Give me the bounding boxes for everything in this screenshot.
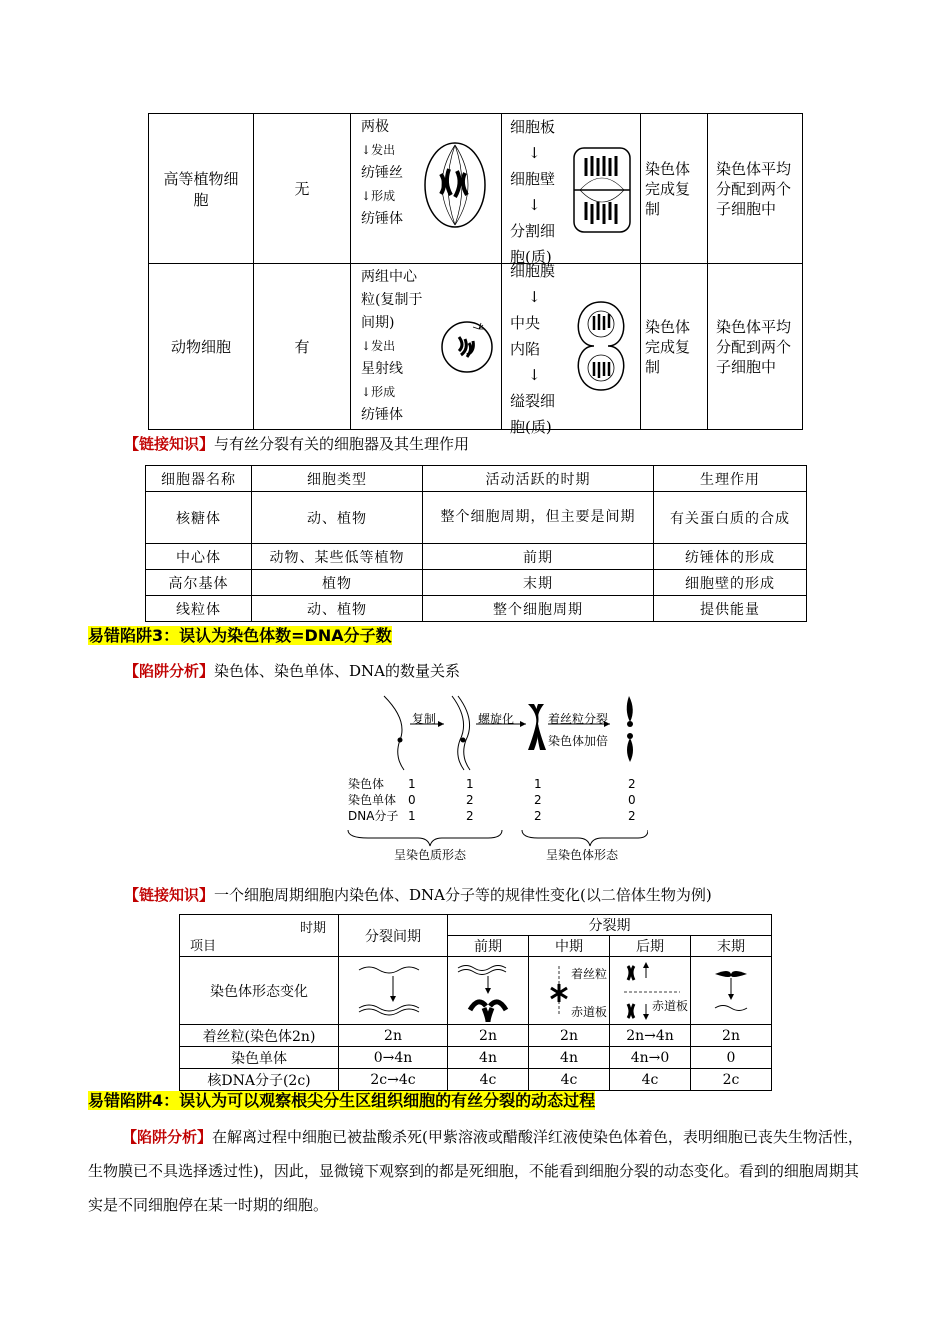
col-header: 生理作用 bbox=[654, 466, 807, 492]
table-row: 中心体 动物、某些低等植物 前期 纺锤体的形成 bbox=[146, 544, 807, 570]
link-knowledge-2: 【链接知识】一个细胞周期细胞内染色体、DNA分子等的规律性变化(以二倍体生物为例) bbox=[124, 886, 712, 904]
spindle-step: 两极 bbox=[361, 119, 389, 135]
animal-spindle-figure bbox=[439, 319, 495, 375]
col-header: 细胞类型 bbox=[252, 466, 423, 492]
phase-header: 末期 bbox=[691, 936, 772, 957]
trap3-analysis: 【陷阱分析】染色体、染色单体、DNA的数量关系 bbox=[124, 662, 461, 680]
spindle-formation-plant: 两极 ↓发出 纺锤丝 ↓形成 纺锤体 bbox=[351, 114, 502, 264]
table-row: 着丝粒(染色体2n) 2n 2n 2n 2n→4n 2n bbox=[180, 1025, 772, 1047]
interphase-header: 分裂间期 bbox=[339, 915, 448, 957]
col-header: 活动活跃的时期 bbox=[423, 466, 654, 492]
trap4-analysis: 【陷阱分析】在解离过程中细胞已被盐酸杀死(甲紫溶液或醋酸洋红液使染色体着色，表明细胞已丧失生物活性，生物膜已不具选择透过性)，因此，显微镜下观察到的都是死细胞，不能看到细胞分裂的动态变化。看到的细胞周期其实是不同细胞停在某一时期的细胞。 bbox=[88, 1128, 863, 1214]
cell-type-animal: 动物细胞 bbox=[149, 264, 254, 430]
chrom-dist-animal: 染色体平均分配到两个子细胞中 bbox=[708, 264, 803, 430]
table-row: 染色单体 0→4n 4n 4n 4n→0 0 bbox=[180, 1047, 772, 1069]
spindle-step: 两组中心粒(复制于间期) bbox=[361, 269, 423, 331]
figure-row-labels: 染色体 染色单体 DNA分子 bbox=[348, 777, 399, 823]
figure-col: 1 2 2 bbox=[534, 777, 542, 823]
chrom-dup-animal: 染色体完成复制 bbox=[641, 264, 708, 430]
phase-header: 后期 bbox=[610, 936, 691, 957]
corner-cell: 时期 项目 bbox=[180, 915, 339, 957]
cytokinesis-plant: 细胞板 ↓ 细胞壁 ↓ 分割细胞(质) bbox=[502, 114, 641, 264]
animal-telophase-figure bbox=[572, 300, 630, 392]
chromosome-dna-figure bbox=[338, 690, 648, 866]
table-row: 线粒体 动、植物 整个细胞周期 提供能量 bbox=[146, 596, 807, 622]
plant-spindle-figure bbox=[421, 139, 489, 231]
spindle-step: 星射线 bbox=[361, 361, 403, 377]
chrom-dist-plant: 染色体平均分配到两个子细胞中 bbox=[708, 114, 803, 264]
trap4-heading: 易错陷阱4：误认为可以观察根尖分生区组织细胞的有丝分裂的动态过程 bbox=[88, 1091, 596, 1110]
centriole-plant: 无 bbox=[254, 114, 351, 264]
cell-cycle-change-table bbox=[179, 914, 772, 1091]
link-knowledge-1: 【链接知识】与有丝分裂有关的细胞器及其生理作用 bbox=[124, 435, 470, 453]
phase-header: 前期 bbox=[448, 936, 529, 957]
brace-chromosome: 呈染色体形态 bbox=[546, 848, 619, 862]
phase-header: 中期 bbox=[529, 936, 610, 957]
table-row: 核DNA分子(2c) 2c→4c 4c 4c 4c 2c bbox=[180, 1069, 772, 1091]
brace-chromatin: 呈染色质形态 bbox=[394, 848, 467, 862]
spindle-step: 纺锤丝 bbox=[361, 165, 403, 181]
morph-prophase bbox=[448, 957, 529, 1025]
spindle-step: 纺锤体 bbox=[361, 407, 403, 423]
morph-interphase bbox=[339, 957, 448, 1025]
table-row: 高尔基体 植物 末期 细胞壁的形成 bbox=[146, 570, 807, 596]
centriole-animal: 有 bbox=[254, 264, 351, 430]
chrom-dup-plant: 染色体完成复制 bbox=[641, 114, 708, 264]
spindle-formation-animal: 两组中心粒(复制于间期) ↓发出 星射线 ↓形成 纺锤体 bbox=[351, 264, 502, 430]
figure-col: 1 0 1 bbox=[408, 777, 416, 823]
morph-anaphase: 赤道板 bbox=[610, 957, 691, 1025]
step-condensation: 螺旋化 bbox=[478, 712, 515, 726]
cytokinesis-animal: 细胞膜 ↓ 中央内陷 ↓ 缢裂细胞(质) bbox=[502, 264, 641, 430]
morph-label: 染色体形态变化 bbox=[180, 957, 339, 1025]
table-row: 核糖体 动、植物 整个细胞周期，但主要是间期 有关蛋白质的合成 bbox=[146, 492, 807, 544]
step-doubling: 染色体加倍 bbox=[548, 734, 609, 748]
step-replication: 复制 bbox=[412, 712, 437, 726]
figure-col: 2 0 2 bbox=[628, 777, 636, 823]
plant-telophase-figure bbox=[572, 146, 632, 234]
col-header: 细胞器名称 bbox=[146, 466, 252, 492]
figure-col: 1 2 2 bbox=[466, 777, 474, 823]
cell-type-plant: 高等植物细胞 bbox=[149, 114, 254, 264]
step-centromere-split: 着丝粒分裂 bbox=[548, 712, 609, 726]
morph-telophase bbox=[691, 957, 772, 1025]
trap3-heading: 易错陷阱3：误认为染色体数=DNA分子数 bbox=[88, 626, 392, 645]
morph-metaphase: 着丝粒 赤道板 bbox=[529, 957, 610, 1025]
mitosis-header: 分裂期 bbox=[448, 915, 772, 936]
spindle-step: 纺锤体 bbox=[361, 211, 403, 227]
organelle-table bbox=[145, 465, 807, 622]
cell-division-comparison-table bbox=[148, 113, 803, 436]
